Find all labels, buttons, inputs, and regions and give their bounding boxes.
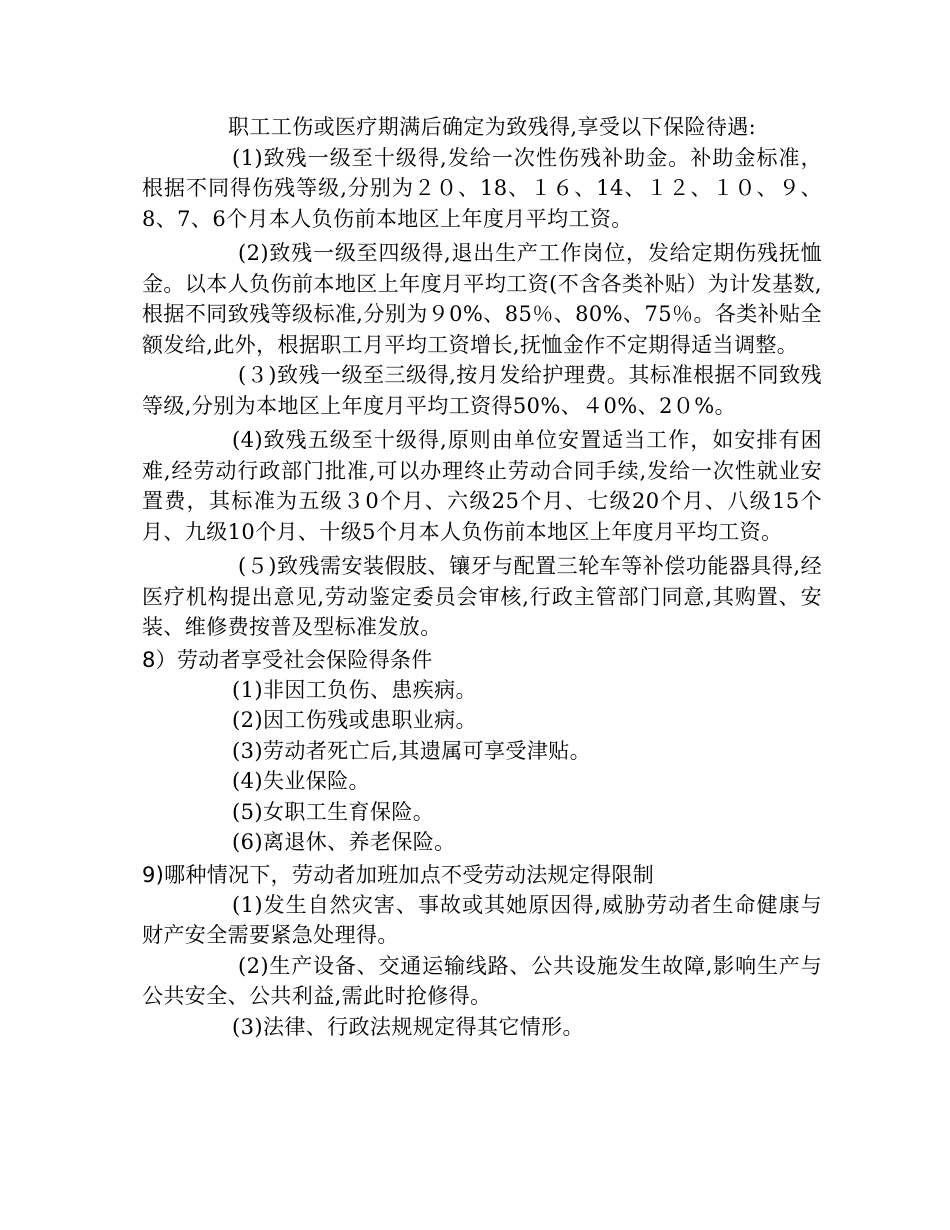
section8-item-2: (2)因工伤残或患职业病。	[232, 708, 477, 732]
section8-item-5: (5)女职工生育保险。	[232, 799, 435, 824]
section9-heading: 9)哪种情况下，劳动者加班加点不受劳动法规定得限制	[142, 862, 655, 887]
section8-item-1: (1)非因工负伤、患疾病。	[232, 677, 477, 702]
section8-item-6: (6)离退休、养老保险。	[232, 830, 456, 854]
section8-item-3: (3)劳动者死亡后,其遗属可享受津贴。	[232, 738, 592, 763]
section9-item-2: (2)生产设备、交通运输线路、公共设施发生故障,影响生产与公共安全、公共利益,需此时抢修得。	[142, 953, 822, 1008]
document-body	[142, 112, 822, 1042]
section9-item-3: (3)法律、行政法规规定得其它情形。	[232, 1014, 584, 1039]
section7-item-3: (３)致残一级至三级得,按月发给护理费。其标准根据不同致残等级,分别为本地区上年度月平均工资得50%、４0%、2０%。	[142, 363, 822, 418]
section7-item-2: (2)致残一级至四级得,退出生产工作岗位，发给定期伤残抚恤金。以本人负伤前本地区上年度月平均工资(不含各类补贴）为计发基数,根据不同致残等级标准,分别为９0%、85％、80%、75％。各类补贴全额发给,此外，根据职工月平均工资增长,抚恤金作不定期得适当调整。	[142, 241, 822, 357]
section9-item-1: (1)发生自然灾害、事故或其她原因得,威胁劳动者生命健康与财产安全需要紧急处理得。	[142, 892, 822, 947]
section7-item-5: (５)致残需安装假肢、镶牙与配置三轮车等补偿功能器具得,经医疗机构提出意见,劳动鉴定委员会审核,行政主管部门同意,其购置、安装、维修费按普及型标准发放。	[142, 554, 822, 639]
section7-item-4: (4)致残五级至十级得,原则由单位安置适当工作，如安排有困难,经劳动行政部门批准,可以办理终止劳动合同手续,发给一次性就业安置费，其标准为五级３0个月、六级25个月、七级20个月、八级15个月、九级10个月、十级5个月本人负伤前本地区上年度月平均工资。	[142, 428, 822, 544]
section8-item-4: (4)失业保险。	[232, 769, 370, 793]
section7-item-1: (1)致残一级至十级得,发给一次性伤残补助金。补助金标准，根据不同得伤残等级,分别为２０、18、１６、14、１２、１０、９、8、7、6个月本人负伤前本地区上年度月平均工资。	[142, 145, 822, 231]
section7-intro: 职工工伤或医疗期满后确定为致残得,享受以下保险待遇:	[228, 115, 757, 139]
section8-heading: 8）劳动者享受社会保险得条件	[142, 647, 433, 672]
